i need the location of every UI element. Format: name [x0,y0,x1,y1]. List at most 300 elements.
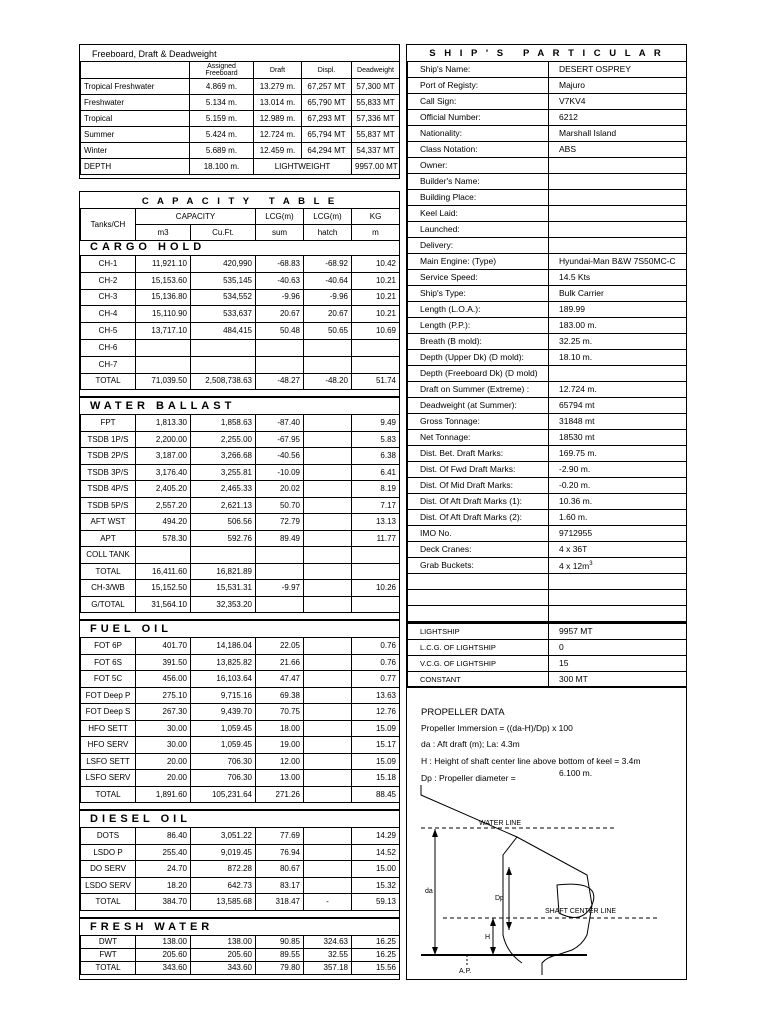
diesel-title: DIESEL OIL [90,813,191,826]
tank-value: 275.10 [136,687,191,704]
ship-row [408,158,687,174]
tank-value: 15.17 [352,737,400,754]
lightship-value: 300 MT [549,672,687,688]
tank-value: 2,557.20 [136,497,191,514]
freeboard-cell: 12.989 m. [254,111,302,127]
hatch-header: hatch [304,225,352,241]
freeboard-cell: 5.424 m. [190,127,254,143]
tank-value [352,356,400,373]
ship-row [408,398,687,414]
lightship-label: V.C.G. OF LIGHTSHIP [408,656,549,672]
propeller-da: da : Aft draft (m); La: 4.3m [421,739,520,749]
tank-value: 14.52 [352,844,400,861]
tank-name: DO SERV [81,861,136,878]
tank-value: 13.13 [352,514,400,531]
tank-value: 89.55 [256,948,304,961]
tank-value [304,339,352,356]
tank-value [256,547,304,564]
tank-value: 12.76 [352,704,400,721]
tank-value [304,415,352,432]
ship-field-value: -0.20 m. [549,478,687,494]
ship-field-label: Owner: [408,158,549,174]
table-row [81,323,400,340]
ship-field-value: 32.25 m. [549,334,687,350]
freeboard-row [81,143,400,159]
ship-field-value [549,590,687,606]
m-header: m [352,225,400,241]
fuel-title: FUEL OIL [90,623,172,636]
tank-name: TSDB 2P/S [81,448,136,465]
tank-value: 31,564.10 [136,596,191,613]
tank-name: LSFO SETT [81,753,136,770]
tank-value [304,704,352,721]
tank-name: LSDO P [81,844,136,861]
tank-value: 14,186.04 [191,638,256,655]
tank-value [304,770,352,787]
tank-value [256,563,304,580]
ship-field-label: Dist. Of Fwd Draft Marks: [408,462,549,478]
ship-field-value: 189.99 [549,302,687,318]
ship-row [408,462,687,478]
table-row [81,497,400,514]
diesel-table [80,827,400,911]
ship-field-value: -2.90 m. [549,462,687,478]
capacity-panel [79,191,400,980]
tank-value: 16,821.89 [191,563,256,580]
tank-value: 47.47 [256,671,304,688]
tank-value: 13.63 [352,687,400,704]
tank-name: CH-7 [81,356,136,373]
lightship-value: 0 [549,640,687,656]
tank-value: - [304,894,352,911]
ship-field-value: V7KV4 [549,94,687,110]
freeboard-cell: 13.014 m. [254,95,302,111]
table-row [81,961,400,974]
table-row [81,563,400,580]
lcg2-header: LCG(m) [304,209,352,225]
tank-value [256,356,304,373]
ship-field-value: 10.36 m. [549,494,687,510]
tank-value: 80.67 [256,861,304,878]
diesel-section [80,809,399,911]
tank-name: APT [81,530,136,547]
table-row [81,786,400,803]
lightship-label: CONSTANT [408,672,549,688]
tank-name: FOT Deep S [81,704,136,721]
tank-value: 1,059.45 [191,720,256,737]
ballast-title: WATER BALLAST [90,400,236,413]
ship-row [408,286,687,302]
tank-value [304,638,352,655]
fresh-title: FRESH WATER [90,920,214,933]
tank-value: 22.05 [256,638,304,655]
tank-value: 2,621.13 [191,497,256,514]
tank-name: FWT [81,948,136,961]
ship-field-value: 4 x $12m^3$ [549,558,687,574]
ship-row [408,446,687,462]
ship-row [408,318,687,334]
ship-row [408,222,687,238]
lightship-row [408,656,687,672]
ship-field-value: 12.724 m. [549,382,687,398]
tank-value: 10.42 [352,256,400,273]
tank-value: -68.92 [304,256,352,273]
freeboard-cell: 57,336 MT [352,111,400,127]
tank-value: 32,353.20 [191,596,256,613]
tank-value: 76.94 [256,844,304,861]
tank-value: 1,891.60 [136,786,191,803]
tank-value: -9.96 [256,289,304,306]
tank-value: 5.83 [352,431,400,448]
tank-value: 20.00 [136,770,191,787]
cargo-section [80,239,399,390]
tank-name: TOTAL [81,961,136,974]
ship-field-label: Builder's Name: [408,174,549,190]
tank-name: CH-1 [81,256,136,273]
depth-row [81,159,400,175]
lightship-panel [406,622,687,688]
ship-field-label: Gross Tonnage: [408,414,549,430]
ship-row [408,494,687,510]
tank-value [191,547,256,564]
ship-field-label: Official Number: [408,110,549,126]
tank-name: TOTAL [81,786,136,803]
tank-value [304,431,352,448]
capacity-sections [80,239,399,975]
ship-row [408,238,687,254]
table-row [81,753,400,770]
tank-value [304,547,352,564]
freeboard-row [81,95,400,111]
table-row [81,547,400,564]
tank-value [304,654,352,671]
tank-value: 50.70 [256,497,304,514]
table-row [81,671,400,688]
lightship-label: LIGHTSHIP [408,624,549,640]
ship-field-label: Ship's Name: [408,62,549,78]
tank-value: 9,439.70 [191,704,256,721]
tank-value [256,339,304,356]
ship-field-label: Depth (Upper Dk) (D mold): [408,350,549,366]
tank-value: 13.00 [256,770,304,787]
ship-field-value: Marshall Island [549,126,687,142]
ship-field-label: Dist. Of Mid Draft Marks: [408,478,549,494]
tank-value: 20.00 [136,753,191,770]
tank-value: 384.70 [136,894,191,911]
sum-header: sum [256,225,304,241]
tank-name: CH-2 [81,272,136,289]
freeboard-cell: 55,833 MT [352,95,400,111]
tank-value: 706.30 [191,753,256,770]
ship-field-value: 4 x 36T [549,542,687,558]
ship-field-label: Depth (Freeboard Dk) (D mold) [408,366,549,382]
tank-value: 15,136.80 [136,289,191,306]
ship-field-value [549,238,687,254]
tank-value: 484,415 [191,323,256,340]
tank-name: HFO SETT [81,720,136,737]
ship-field-label: Deck Cranes: [408,542,549,558]
ship-field-value: 65794 mt [549,398,687,414]
freeboard-cell: 5.159 m. [190,111,254,127]
table-row [81,448,400,465]
tank-value: 18.00 [256,720,304,737]
tank-value: 20.67 [304,306,352,323]
tank-value: 16,103.64 [191,671,256,688]
ship-field-value [549,158,687,174]
ship-title: S H I P ' S P A R T I C U L A R [429,48,664,59]
tank-value: 90.85 [256,935,304,948]
tank-name: FPT [81,415,136,432]
freeboard-row [81,79,400,95]
freeboard-cell: 4.869 m. [190,79,254,95]
lcg-header: LCG(m) [256,209,304,225]
table-row [81,704,400,721]
tank-value: 255.40 [136,844,191,861]
ship-row [408,558,687,574]
skeg-outline [503,837,522,963]
lightship-table [407,623,687,688]
propeller-title: PROPELLER DATA [421,707,505,718]
ship-row [408,78,687,94]
tank-value: 9.49 [352,415,400,432]
tank-value: 0.76 [352,638,400,655]
ballast-section [80,396,399,613]
ship-field-label: Length (P.P.): [408,318,549,334]
tank-value: 20.02 [256,481,304,498]
tank-value: 205.60 [191,948,256,961]
ship-field-label: Launched: [408,222,549,238]
freeboard-header-2: Draft [254,62,302,79]
ship-row [408,174,687,190]
ship-field-value [549,366,687,382]
freeboard-cell: 57,300 MT [352,79,400,95]
tank-name: CH-5 [81,323,136,340]
tank-value [352,596,400,613]
freeboard-panel [79,44,400,179]
tank-value [352,563,400,580]
tank-value [256,596,304,613]
table-row [81,530,400,547]
ship-field-label: Class Notation: [408,142,549,158]
tank-value: 506.56 [191,514,256,531]
tank-value: -40.56 [256,448,304,465]
tank-name: LSDO SERV [81,877,136,894]
freeboard-table [80,61,400,175]
tank-value: 30.00 [136,737,191,754]
tank-value: 79.80 [256,961,304,974]
ship-field-value: Bulk Carrier [549,286,687,302]
ship-row [408,510,687,526]
tank-value: -40.64 [304,272,352,289]
tank-value: 2,405.20 [136,481,191,498]
grab-bucket-superscript: 3 [589,560,593,567]
tank-value [136,339,191,356]
ship-field-value: 6212 [549,110,687,126]
shaft-center-label: SHAFT CENTER LINE [545,908,617,915]
tank-value [352,339,400,356]
ship-row [408,430,687,446]
ship-field-value: ABS [549,142,687,158]
tank-name: TSDB 5P/S [81,497,136,514]
propeller-panel [406,686,687,980]
freeboard-cell: Summer [81,127,190,143]
ship-field-label [408,590,549,606]
ship-row [408,478,687,494]
ship-field-label [408,574,549,590]
tank-value: 89.49 [256,530,304,547]
tank-value [136,547,191,564]
table-row [81,654,400,671]
tank-value: 15.32 [352,877,400,894]
tank-value: 10.21 [352,289,400,306]
tank-value: 105,231.64 [191,786,256,803]
tank-value: -48.27 [256,373,304,390]
tank-value: 9,715.16 [191,687,256,704]
ap-label: A.P. [459,968,472,975]
tank-value: 13,585.68 [191,894,256,911]
table-row [81,464,400,481]
freeboard-cell: 12.459 m. [254,143,302,159]
table-row [81,828,400,845]
tanks-header: Tanks/CH [81,209,136,241]
freeboard-header-4: Deadweight [352,62,400,79]
tank-value [304,861,352,878]
tank-value: 2,508,738.63 [191,373,256,390]
table-row [81,844,400,861]
tank-value [304,497,352,514]
tank-value: 13,825.82 [191,654,256,671]
tank-value [304,786,352,803]
tank-value: 391.50 [136,654,191,671]
ship-field-label: Dist. Of Aft Draft Marks (2): [408,510,549,526]
ship-field-value: 169.75 m. [549,446,687,462]
tank-value: 592.76 [191,530,256,547]
tank-value [304,481,352,498]
table-row [81,737,400,754]
tank-value: 401.70 [136,638,191,655]
tank-value: 3,176.40 [136,464,191,481]
ship-row [408,542,687,558]
cuft-header: Cu.Ft. [191,225,256,241]
ship-row [408,142,687,158]
tank-value: 11,921.10 [136,256,191,273]
tank-value [304,828,352,845]
table-row [81,431,400,448]
freeboard-cell: 13.279 m. [254,79,302,95]
freeboard-cell: 55,837 MT [352,127,400,143]
table-row [81,481,400,498]
tank-value: 10.69 [352,323,400,340]
ship-row [408,94,687,110]
ship-field-label: Port of Registy: [408,78,549,94]
tank-value: 9,019.45 [191,844,256,861]
ship-field-label: Breath (B mold): [408,334,549,350]
tank-name: TOTAL [81,563,136,580]
tank-value: 8.19 [352,481,400,498]
ship-row [408,414,687,430]
propeller-formula: Propeller Immersion = ((da-H)/Dp) x 100 [421,723,573,733]
fresh-section [80,917,399,975]
tank-value: 343.60 [136,961,191,974]
ship-row [408,590,687,606]
da-label: da [425,888,433,895]
ship-row [408,382,687,398]
ship-field-label: IMO No. [408,526,549,542]
freeboard-header-0 [81,62,190,79]
ship-row [408,366,687,382]
tank-value [304,356,352,373]
tank-value: 3,051.22 [191,828,256,845]
lightweight-label: LIGHTWEIGHT [254,159,352,175]
tank-value [304,580,352,597]
ship-field-value: 9712955 [549,526,687,542]
tank-value: 872.28 [191,861,256,878]
tank-value: 138.00 [136,935,191,948]
tank-value: -40.63 [256,272,304,289]
freeboard-cell: 12.724 m. [254,127,302,143]
tank-name: FOT 5C [81,671,136,688]
ship-row [408,190,687,206]
tank-value: 138.00 [191,935,256,948]
table-row [81,687,400,704]
tank-value: 533,637 [191,306,256,323]
cargo-table [80,255,400,390]
ship-field-label: Grab Buckets: [408,558,549,574]
ship-field-label: Delivery: [408,238,549,254]
lightship-label: L.C.G. OF LIGHTSHIP [408,640,549,656]
ship-field-value [549,222,687,238]
tank-name: G/TOTAL [81,596,136,613]
tank-value: 16.25 [352,935,400,948]
tank-name: LSFO SERV [81,770,136,787]
tank-name: CH-4 [81,306,136,323]
tank-value: 15,531.31 [191,580,256,597]
tank-value: 12.00 [256,753,304,770]
tank-value: 706.30 [191,770,256,787]
ship-field-value: DESERT OSPREY [549,62,687,78]
tank-value: 6.38 [352,448,400,465]
tank-value: 357.18 [304,961,352,974]
table-row [81,894,400,911]
ship-field-value: 1.60 m. [549,510,687,526]
ship-row [408,302,687,318]
table-row [81,306,400,323]
tank-value: 0.76 [352,654,400,671]
tank-name: CH-6 [81,339,136,356]
depth-value: 18.100 m. [190,159,254,175]
cargo-title: CARGO HOLD [90,241,206,253]
freeboard-cell: 67,257 MT [302,79,352,95]
tank-value: 16,411.60 [136,563,191,580]
freeboard-row [81,111,400,127]
tank-value: 3,187.00 [136,448,191,465]
tank-value [304,596,352,613]
lightship-row [408,624,687,640]
ship-row [408,574,687,590]
ship-field-value: 18530 mt [549,430,687,446]
tank-name: TOTAL [81,894,136,911]
ship-field-value [549,606,687,622]
tank-value: -67.95 [256,431,304,448]
table-row [81,596,400,613]
ship-field-label: Main Engine: (Type) [408,254,549,270]
tank-value: -48.20 [304,373,352,390]
tank-value [136,356,191,373]
tank-value: 1,813.30 [136,415,191,432]
tank-value: 534,552 [191,289,256,306]
tank-value: 535,145 [191,272,256,289]
tank-value: 59.13 [352,894,400,911]
